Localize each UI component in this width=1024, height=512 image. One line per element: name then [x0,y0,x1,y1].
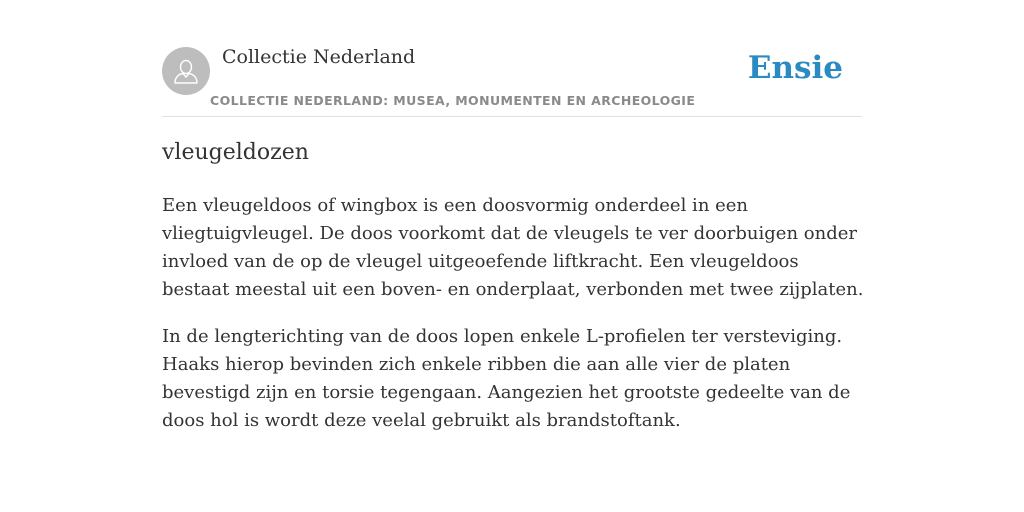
article-title: vleugeldozen [162,140,309,165]
article-body [162,192,867,454]
article-paragraph: In de lengterichting van de doos lopen enkele L-profielen ter versteviging. Haaks hierop bevinden zich enkele ribben die aan alle vier de platen bevestigd zijn en torsie tegengaan. Aangezien het grootste gedeelte van de doos hol is wordt deze veelal gebruikt als brandstoftank. [162,326,851,431]
avatar[interactable] [162,47,210,95]
author-subtitle: COLLECTIE NEDERLAND: MUSEA, MONUMENTEN EN ARCHEOLOGIE [210,93,696,108]
header [162,40,862,117]
user-silhouette-icon [162,47,210,95]
brand-logo[interactable]: Ensie [747,50,843,86]
article-paragraph: Een vleugeldoos of wingbox is een doosvormig onderdeel in een vliegtuigvleugel. De doos voorkomt dat de vleugels te ver doorbuigen onder invloed van de op de vleugel uitgeoefende liftkracht. Een vleugeldoos bestaat meestal uit een boven- en onderplaat, verbonden met twee zijplaten. [162,195,864,300]
author-name[interactable]: Collectie Nederland [222,46,416,68]
